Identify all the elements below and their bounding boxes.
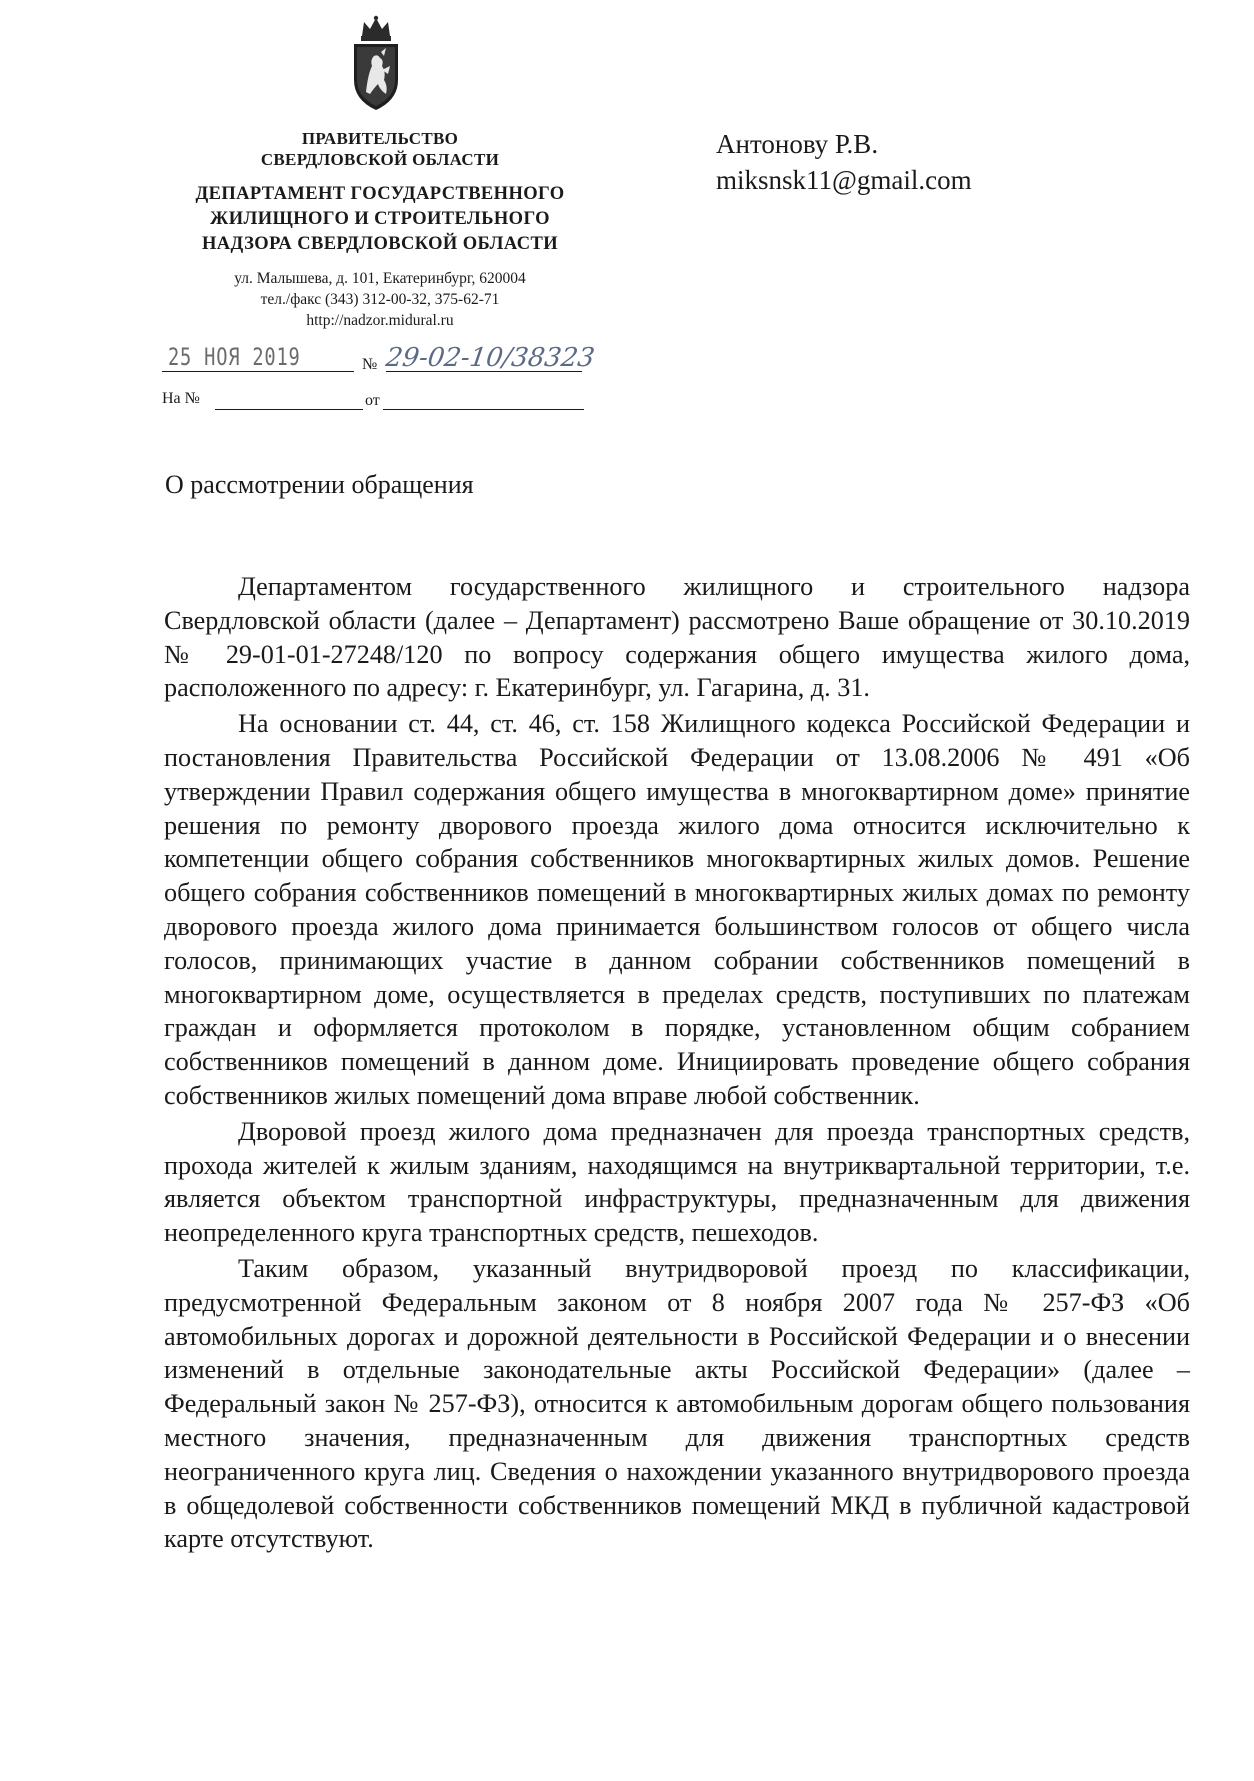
department-phone: тел./факс (343) 312-00-32, 375-62-71 — [260, 291, 500, 308]
government-heading — [150, 128, 610, 170]
number-label: № — [362, 356, 378, 373]
number-underline — [386, 371, 582, 372]
date-stamp: 25 НОЯ 2019 — [168, 343, 301, 371]
recipient-name: Антонову Р.В. — [716, 129, 879, 159]
department-contacts — [150, 268, 610, 331]
department-line-1: ДЕПАРТАМЕНТ ГОСУДАРСТВЕННОГО — [195, 184, 565, 204]
department-website: http://nadzor.midural.ru — [306, 312, 454, 329]
outgoing-number-handwritten: 29-02-10/38323 — [383, 343, 597, 373]
body-paragraph-4: Таким образом, указанный внутридворовой проезд по классификации, предусмотренной Федеральным законом от 8 ноября 2007 года № 257-ФЗ «Об автомобильных дорогах и дорожной деятельности в Российской Федерации и о внесении изменений в отдельные законодательные акты Российской Федерации» (далее – Федеральный закон № 257-ФЗ), относится к автомобильным дорогам общего пользования местного значения, предназначенным для движения транспортных средств неограниченного круга лиц. Сведения о нахождении указанного внутридворового проезда в общедолевой собственности собственников помещений МКД в публичной кадастровой карте отсутствуют. — [164, 1253, 1190, 1554]
coat-of-arms-icon — [348, 14, 404, 114]
letter-body — [164, 570, 1190, 1556]
from-underline — [383, 409, 584, 410]
department-line-3: НАДЗОРА СВЕРДЛОВСКОЙ ОБЛАСТИ — [201, 234, 558, 254]
letter-subject: О рассмотрении обращения — [165, 470, 474, 499]
reply-to-underline — [215, 409, 363, 410]
recipient-block — [716, 126, 972, 198]
body-paragraph-3: Дворовой проезд жилого дома предназначен для проезда транспортных средств, прохода жителей к жилым зданиям, находящимся на внутриквартальной территории, т.е. является объектом транспортной инфраструктуры, предназначенным для движения неопределенного круга транспортных средств, пешеходов. — [164, 1116, 1190, 1248]
body-paragraph-2: На основании ст. 44, ст. 46, ст. 158 Жилищного кодекса Российской Федерации и постановления Правительства Российской Федерации от 13.08.2006 № 491 «Об утверждении Правил содержания общего имущества в многоквартирном доме» принятие решения по ремонту дворового проезда жилого дома относится исключительно к компетенции общего собрания собственников многоквартирных жилых домов. Решение общего собрания собственников помещений в многоквартирных жилых домах по ремонту дворового проезда жилого дома принимается большинством голосов от общего числа голосов, принимающих участие в данном собрании собственников помещений в многоквартирном доме, осуществляется в пределах средств, поступивших по платежам граждан и оформляется протоколом в порядке, установленном общим собранием собственников помещений в данном доме. Инициировать проведение общего собрания собственников жилых помещений дома вправе любой собственник. — [164, 709, 1190, 1110]
recipient-email: miksnsk11@gmail.com — [716, 165, 972, 195]
government-line-2: СВЕРДЛОВСКОЙ ОБЛАСТИ — [260, 150, 500, 169]
from-label: от — [365, 392, 380, 409]
department-heading — [150, 182, 610, 257]
government-line-1: ПРАВИТЕЛЬСТВО — [301, 129, 459, 148]
department-address: ул. Малышева, д. 101, Екатеринбург, 620004 — [234, 270, 526, 287]
body-paragraph-1: Департаментом государственного жилищного и строительного надзора Свердловской области (далее – Департамент) рассмотрено Ваше обращение от 30.10.2019 № 29-01-01-27248/120 по вопросу содержания общего имущества жилого дома, расположенного по адресу: г. Екатеринбург, ул. Гагарина, д. 31. — [164, 572, 1190, 703]
reply-to-label: На № — [162, 390, 200, 407]
department-line-2: ЖИЛИЩНОГО И СТРОИТЕЛЬНОГО — [210, 209, 550, 229]
date-underline — [162, 371, 354, 372]
